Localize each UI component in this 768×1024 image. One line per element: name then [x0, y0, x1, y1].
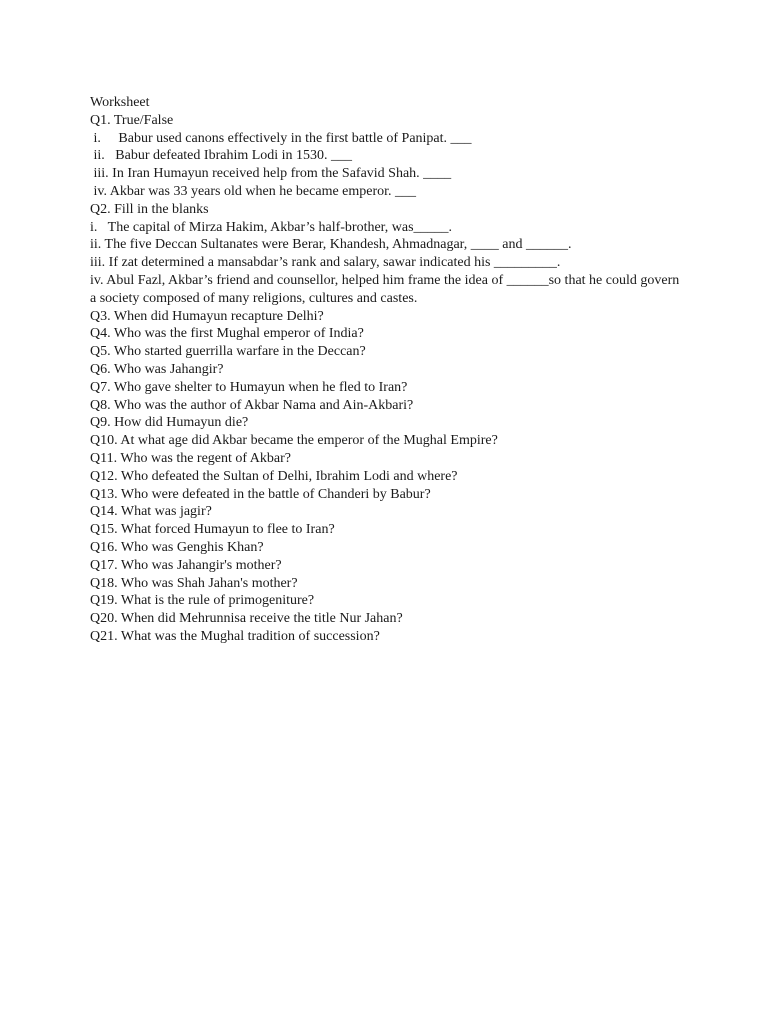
question-item: Q3. When did Humayun recapture Delhi? [90, 308, 324, 324]
question-item: Q20. When did Mehrunnisa receive the title Nur Jahan? [90, 611, 403, 627]
q2-heading: Q2. Fill in the blanks [90, 201, 209, 217]
question-item: Q18. Who was Shah Jahan's mother? [90, 575, 298, 591]
question-item: Q15. What forced Humayun to flee to Iran? [90, 522, 335, 538]
question-item: Q5. Who started guerrilla warfare in the Deccan? [90, 344, 366, 360]
q1-item: iv. Akbar was 33 years old when he became emperor. ___ [90, 183, 417, 199]
question-item: Q16. Who was Genghis Khan? [90, 539, 264, 555]
question-item: Q19. What is the rule of primogeniture? [90, 593, 315, 609]
question-item: Q17. Who was Jahangir's mother? [90, 557, 282, 573]
q1-heading: Q1. True/False [90, 112, 174, 128]
worksheet-title: Worksheet [90, 95, 150, 110]
question-item: Q9. How did Humayun die? [90, 415, 249, 431]
q2-item: ii. The five Deccan Sultanates were Berar, Khandesh, Ahmadnagar, ____ and ______. [90, 237, 572, 253]
question-item: Q6. Who was Jahangir? [90, 361, 224, 377]
question-item: Q10. At what age did Akbar became the emperor of the Mughal Empire? [90, 433, 498, 449]
q2-item: iv. Abul Fazl, Akbar’s friend and counsellor, helped him frame the idea of ______so that he could govern a society composed of many religions, cultures and castes. [90, 272, 683, 306]
question-item: Q8. Who was the author of Akbar Nama and Ain-Akbari? [90, 397, 414, 413]
question-item: Q7. Who gave shelter to Humayun when he fled to Iran? [90, 379, 408, 395]
question-item: Q11. Who was the regent of Akbar? [90, 450, 291, 466]
worksheet-page [90, 94, 683, 646]
q2-item: i. The capital of Mirza Hakim, Akbar’s half-brother, was_____. [90, 219, 453, 235]
q1-item: ii. Babur defeated Ibrahim Lodi in 1530. ___ [90, 148, 353, 164]
q1-item: iii. In Iran Humayun received help from the Safavid Shah. ____ [90, 166, 452, 182]
question-item: Q13. Who were defeated in the battle of Chanderi by Babur? [90, 486, 431, 502]
question-item: Q4. Who was the first Mughal emperor of India? [90, 326, 364, 342]
question-item: Q21. What was the Mughal tradition of succession? [90, 628, 380, 644]
question-item: Q14. What was jagir? [90, 504, 212, 520]
q1-item: i. Babur used canons effectively in the first battle of Panipat. ___ [90, 130, 472, 146]
q2-item: iii. If zat determined a mansabdar’s rank and salary, sawar indicated his _________. [90, 255, 561, 271]
question-item: Q12. Who defeated the Sultan of Delhi, Ibrahim Lodi and where? [90, 468, 458, 484]
